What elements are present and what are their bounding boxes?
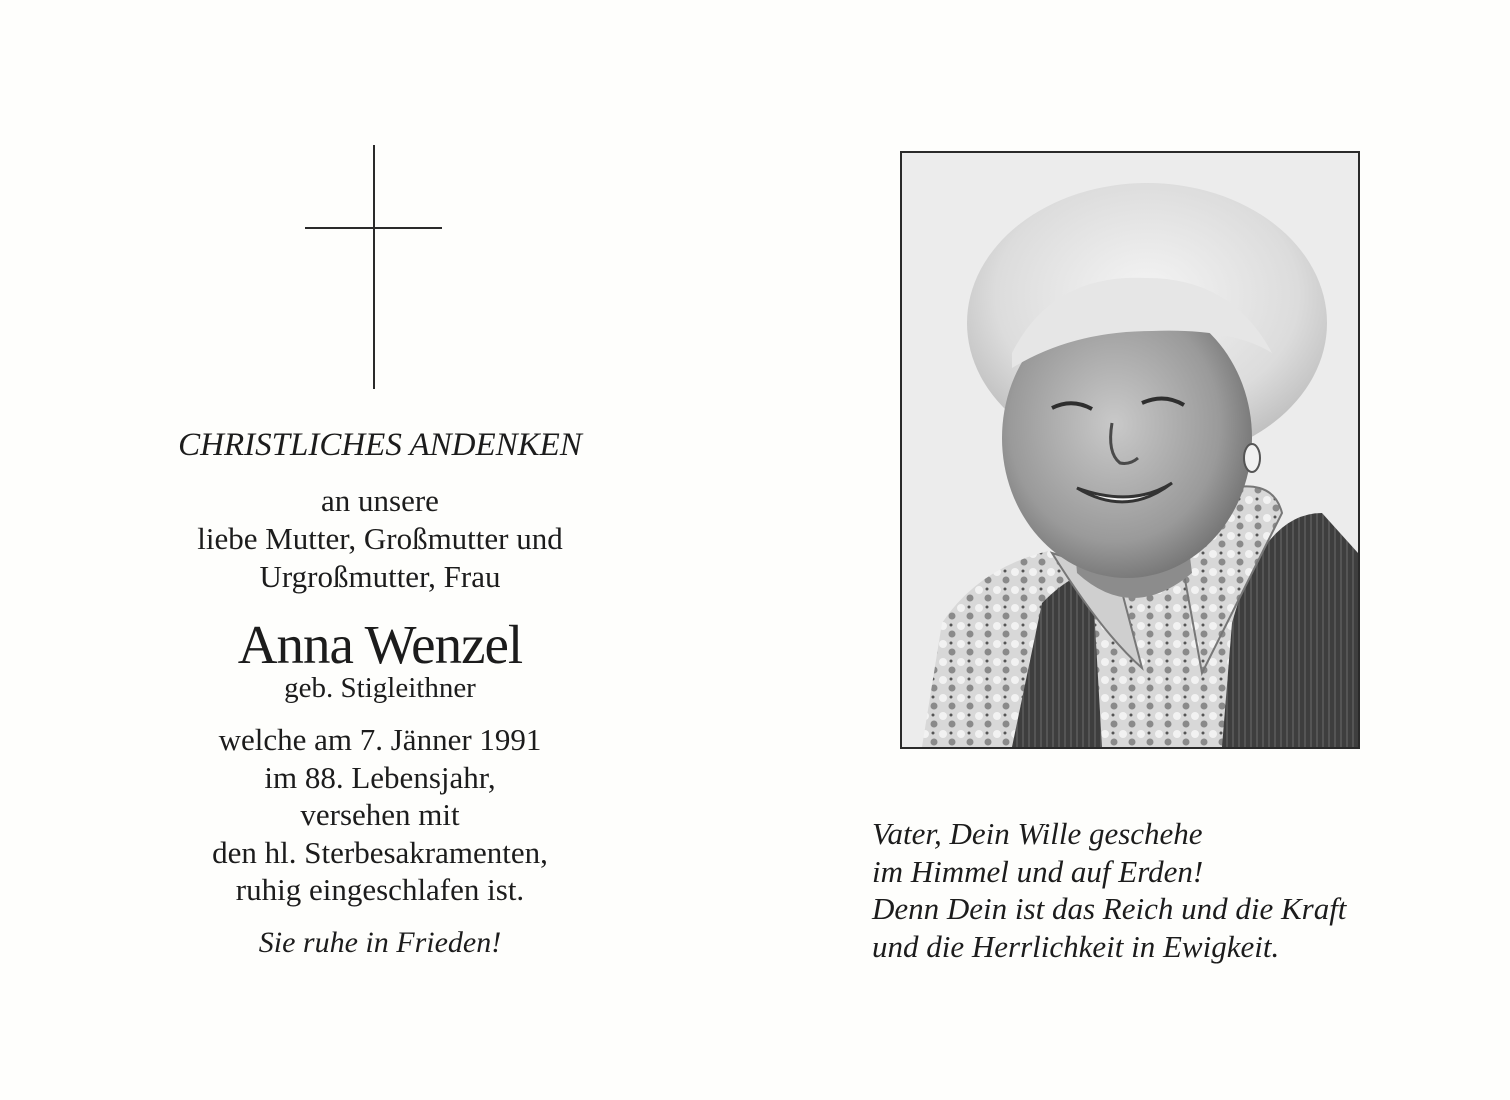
prayer-verse: [872, 815, 1472, 965]
portrait-illustration: [902, 153, 1358, 747]
dedication-line: an unsere: [321, 483, 439, 518]
death-details: [120, 721, 640, 909]
dedication-line: liebe Mutter, Großmutter und: [197, 521, 563, 556]
card-heading: CHRISTLICHES ANDENKEN: [178, 427, 582, 463]
deceased-name: Anna Wenzel: [237, 614, 523, 675]
detail-line: versehen mit: [300, 797, 460, 832]
dedication-text: [120, 482, 640, 596]
prayer-line: Vater, Dein Wille geschehe: [872, 816, 1203, 851]
detail-line: den hl. Sterbesakramenten,: [212, 834, 548, 870]
cross-icon: [373, 145, 375, 389]
prayer-line: und die Herrlichkeit in Ewigkeit.: [872, 928, 1280, 964]
detail-line: welche am 7. Jänner 1991: [218, 722, 542, 757]
closing-phrase: Sie ruhe in Frieden!: [258, 926, 502, 959]
detail-line: ruhig eingeschlafen ist.: [235, 872, 525, 907]
prayer-line: im Himmel und auf Erden!: [872, 853, 1204, 889]
portrait-photo: [900, 151, 1360, 749]
detail-line: im 88. Lebensjahr,: [264, 759, 496, 795]
maiden-name: geb. Stigleithner: [284, 672, 476, 704]
dedication-line: Urgroßmutter, Frau: [259, 559, 501, 594]
cross-icon-bar: [305, 227, 442, 229]
prayer-line: Denn Dein ist das Reich und die Kraft: [872, 891, 1347, 926]
